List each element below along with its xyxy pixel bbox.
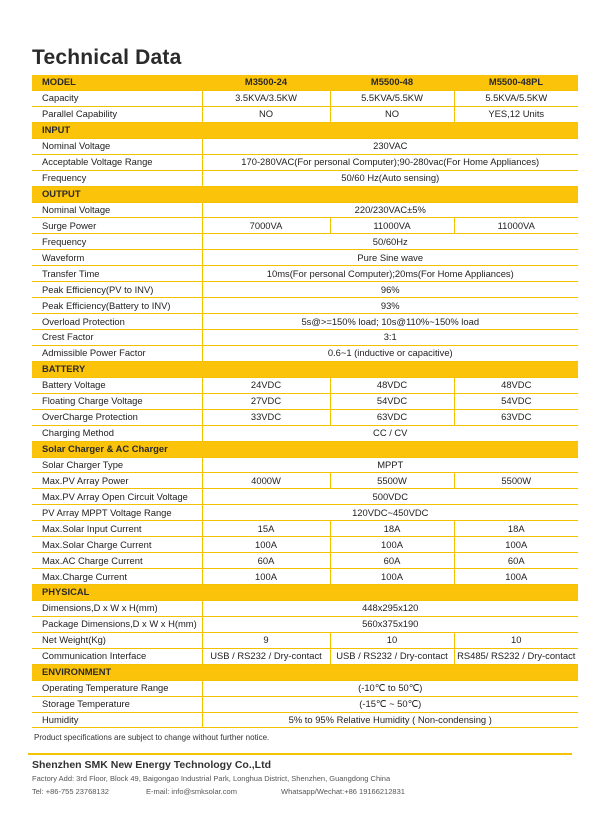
spec-row <box>32 282 578 298</box>
spec-label: Capacity <box>32 90 202 106</box>
spec-value: NO <box>330 106 454 122</box>
spec-value: 18A <box>454 521 578 537</box>
spec-label: Waveform <box>32 250 202 266</box>
spec-label: Nominal Voltage <box>32 138 202 154</box>
spec-value: 4000W <box>202 473 330 489</box>
spec-row <box>32 425 578 441</box>
spec-value: 5500W <box>454 473 578 489</box>
spec-label: Overload Protection <box>32 314 202 330</box>
spec-value: 100A <box>202 537 330 553</box>
spec-value: 5% to 95% Relative Humidity ( Non-condensing ) <box>202 712 578 728</box>
spec-label: Frequency <box>32 170 202 186</box>
spec-label: OverCharge Protection <box>32 409 202 425</box>
spec-value: 10ms(For personal Computer);20ms(For Home Appliances) <box>202 266 578 282</box>
spec-label: Storage Temperature <box>32 696 202 712</box>
model-header-row <box>32 75 578 90</box>
spec-row <box>32 409 578 425</box>
spec-row <box>32 90 578 106</box>
spec-value: (-15℃ ~ 50℃) <box>202 696 578 712</box>
section-header: ENVIRONMENT <box>32 664 578 680</box>
spec-value: 5s@>=150% load; 10s@110%~150% load <box>202 314 578 330</box>
spec-value: 120VDC~450VDC <box>202 505 578 521</box>
spec-value: 560x375x190 <box>202 616 578 632</box>
spec-label: Humidity <box>32 712 202 728</box>
spec-row <box>32 616 578 632</box>
section-header: Solar Charger & AC Charger <box>32 441 578 457</box>
section-header-row <box>32 441 578 457</box>
spec-value: 5500W <box>330 473 454 489</box>
spec-value: Pure Sine wave <box>202 250 578 266</box>
spec-row <box>32 154 578 170</box>
spec-value: 5.5KVA/5.5KW <box>330 90 454 106</box>
spec-value: RS485/ RS232 / Dry-contact <box>454 648 578 664</box>
spec-label: Parallel Capability <box>32 106 202 122</box>
spec-label: Max.Solar Charge Current <box>32 537 202 553</box>
spec-value: 7000VA <box>202 218 330 234</box>
spec-row <box>32 600 578 616</box>
spec-label: Acceptable Voltage Range <box>32 154 202 170</box>
section-header-row <box>32 186 578 202</box>
spec-row <box>32 202 578 218</box>
spec-label: Max.PV Array Power <box>32 473 202 489</box>
company-name: Shenzhen SMK New Energy Technology Co.,Ltd <box>32 759 271 771</box>
spec-label: Admissible Power Factor <box>32 345 202 361</box>
spec-label: Floating Charge Voltage <box>32 393 202 409</box>
spec-value: 0.6~1 (inductive or capacitive) <box>202 345 578 361</box>
spec-value: 11000VA <box>330 218 454 234</box>
spec-label: Max.AC Charge Current <box>32 553 202 569</box>
spec-value: CC / CV <box>202 425 578 441</box>
section-header: INPUT <box>32 122 578 138</box>
spec-label: Max.Charge Current <box>32 569 202 585</box>
spec-row <box>32 569 578 585</box>
spec-value: 54VDC <box>454 393 578 409</box>
spec-value: (-10℃ to 50℃) <box>202 680 578 696</box>
spec-label: Frequency <box>32 234 202 250</box>
spec-row <box>32 250 578 266</box>
spec-row <box>32 521 578 537</box>
spec-row <box>32 537 578 553</box>
spec-value: 230VAC <box>202 138 578 154</box>
spec-label: Crest Factor <box>32 330 202 346</box>
spec-label: Transfer Time <box>32 266 202 282</box>
spec-row <box>32 170 578 186</box>
spec-value: NO <box>202 106 330 122</box>
company-phone: Tel: +86-755 23768132 <box>32 787 109 796</box>
spec-value: 60A <box>202 553 330 569</box>
spec-row <box>32 298 578 314</box>
spec-value: 100A <box>330 537 454 553</box>
spec-label: Peak Efficiency(PV to INV) <box>32 282 202 298</box>
spec-row <box>32 218 578 234</box>
spec-value: 220/230VAC±5% <box>202 202 578 218</box>
spec-label: Net Weight(Kg) <box>32 632 202 648</box>
spec-value: MPPT <box>202 457 578 473</box>
model-name: M3500-24 <box>202 75 330 90</box>
spec-row <box>32 632 578 648</box>
spec-row <box>32 680 578 696</box>
spec-row <box>32 473 578 489</box>
spec-table-body <box>32 75 578 728</box>
spec-value: 27VDC <box>202 393 330 409</box>
spec-value: 33VDC <box>202 409 330 425</box>
spec-row <box>32 330 578 346</box>
spec-label: Max.Solar Input Current <box>32 521 202 537</box>
spec-value: 18A <box>330 521 454 537</box>
spec-value: 93% <box>202 298 578 314</box>
spec-row <box>32 106 578 122</box>
spec-value: 10 <box>454 632 578 648</box>
spec-value: 3:1 <box>202 330 578 346</box>
spec-label: Dimensions,D x W x H(mm) <box>32 600 202 616</box>
spec-label: Peak Efficiency(Battery to INV) <box>32 298 202 314</box>
spec-value: 63VDC <box>330 409 454 425</box>
spec-value: 3.5KVA/3.5KW <box>202 90 330 106</box>
spec-label: PV Array MPPT Voltage Range <box>32 505 202 521</box>
spec-value: 15A <box>202 521 330 537</box>
section-header: BATTERY <box>32 361 578 377</box>
spec-value: 10 <box>330 632 454 648</box>
spec-value: 100A <box>454 569 578 585</box>
spec-row <box>32 457 578 473</box>
spec-value: 448x295x120 <box>202 600 578 616</box>
spec-row <box>32 266 578 282</box>
spec-label: Nominal Voltage <box>32 202 202 218</box>
spec-row <box>32 314 578 330</box>
section-header-row <box>32 585 578 601</box>
spec-value: 170-280VAC(For personal Computer);90-280vac(For Home Appliances) <box>202 154 578 170</box>
spec-value: 60A <box>330 553 454 569</box>
spec-value: 100A <box>202 569 330 585</box>
spec-value: 24VDC <box>202 377 330 393</box>
company-email: E-mail: info@smksolar.com <box>146 787 237 796</box>
spec-row <box>32 696 578 712</box>
spec-row <box>32 553 578 569</box>
spec-value: 50/60Hz <box>202 234 578 250</box>
spec-value: 63VDC <box>454 409 578 425</box>
spec-value: 11000VA <box>454 218 578 234</box>
spec-label: Max.PV Array Open Circuit Voltage <box>32 489 202 505</box>
section-header-row <box>32 122 578 138</box>
spec-row <box>32 138 578 154</box>
spec-row <box>32 489 578 505</box>
page-title: Technical Data <box>32 46 182 69</box>
model-name: M5500-48PL <box>454 75 578 90</box>
spec-value: 500VDC <box>202 489 578 505</box>
model-name: M5500-48 <box>330 75 454 90</box>
company-address: Factory Add: 3rd Floor, Block 49, Baigongao Industrial Park, Longhua District, Shenzhen, Guangdong China <box>32 774 391 783</box>
spec-row <box>32 377 578 393</box>
spec-value: 54VDC <box>330 393 454 409</box>
footer-divider <box>28 753 572 755</box>
spec-value: 96% <box>202 282 578 298</box>
spec-row <box>32 505 578 521</box>
spec-row <box>32 393 578 409</box>
spec-label: Communication Interface <box>32 648 202 664</box>
model-header-label: MODEL <box>32 75 202 90</box>
spec-value: 60A <box>454 553 578 569</box>
disclaimer-note: Product specifications are subject to change without further notice. <box>34 733 270 742</box>
spec-value: 100A <box>330 569 454 585</box>
spec-value: 100A <box>454 537 578 553</box>
spec-value: 48VDC <box>454 377 578 393</box>
spec-label: Charging Method <box>32 425 202 441</box>
section-header-row <box>32 361 578 377</box>
spec-row <box>32 712 578 728</box>
spec-label: Solar Charger Type <box>32 457 202 473</box>
spec-row <box>32 234 578 250</box>
spec-label: Package Dimensions,D x W x H(mm) <box>32 616 202 632</box>
spec-label: Operating Temperature Range <box>32 680 202 696</box>
spec-row <box>32 345 578 361</box>
spec-value: 50/60 Hz(Auto sensing) <box>202 170 578 186</box>
spec-table <box>32 75 578 728</box>
section-header: OUTPUT <box>32 186 578 202</box>
spec-value: YES,12 Units <box>454 106 578 122</box>
spec-value: USB / RS232 / Dry-contact <box>330 648 454 664</box>
spec-value: 9 <box>202 632 330 648</box>
spec-value: 5.5KVA/5.5KW <box>454 90 578 106</box>
company-whatsapp: Whatsapp/Wechat:+86 19166212831 <box>281 787 405 796</box>
spec-label: Battery Voltage <box>32 377 202 393</box>
section-header-row <box>32 664 578 680</box>
section-header: PHYSICAL <box>32 585 578 601</box>
spec-label: Surge Power <box>32 218 202 234</box>
spec-value: USB / RS232 / Dry-contact <box>202 648 330 664</box>
spec-row <box>32 648 578 664</box>
spec-value: 48VDC <box>330 377 454 393</box>
